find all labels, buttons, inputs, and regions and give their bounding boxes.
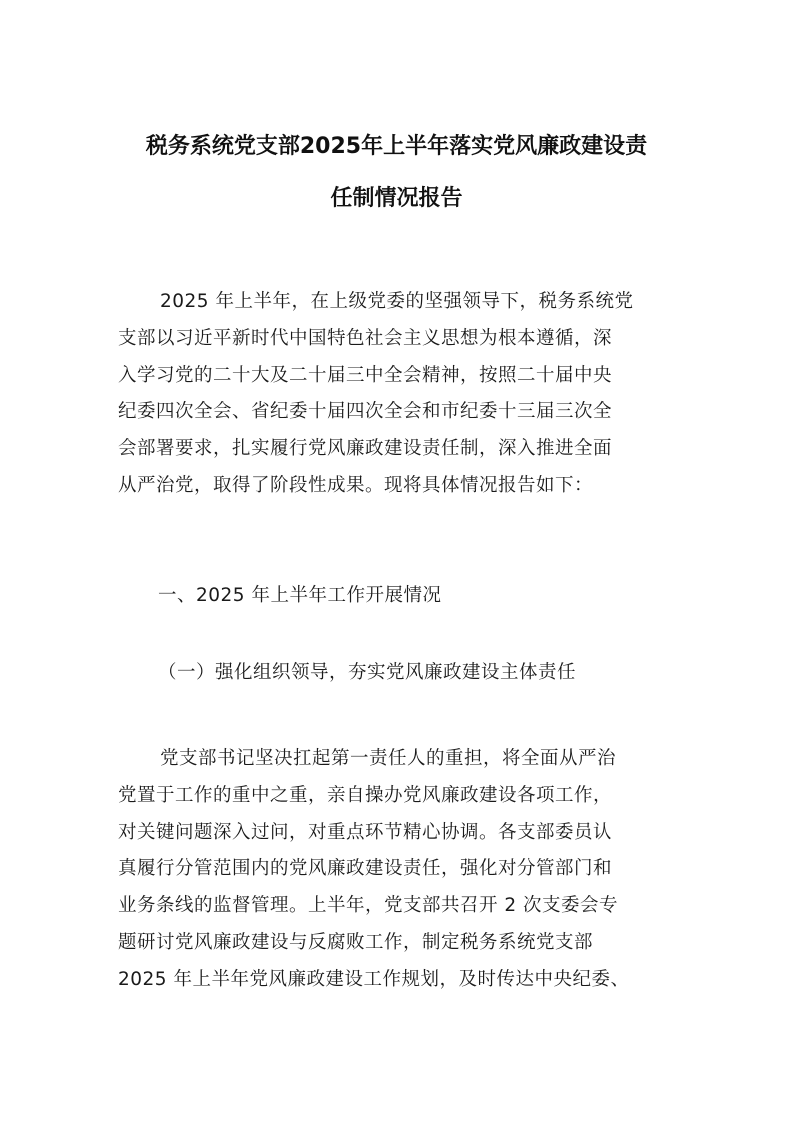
intro-paragraph	[118, 284, 678, 505]
section-line: 题研讨党风廉政建设与反腐败工作，制定税务系统党支部	[118, 931, 594, 953]
intro-line: 纪委四次全会、省纪委十届四次全会和市纪委十三届三次全	[118, 401, 613, 423]
section-paragraph	[118, 741, 678, 999]
subsection-heading: （一）强化组织领导，夯实党风廉政建设主体责任	[158, 662, 577, 683]
document-title-line-1: 税务系统党支部2025年上半年落实党风廉政建设责	[145, 134, 648, 159]
document-title-line-2: 任制情况报告	[330, 186, 463, 211]
section-line: 对关键问题深入过问，对重点环节精心协调。各支部委员认	[118, 821, 613, 843]
intro-line: 支部以习近平新时代中国特色社会主义思想为根本遵循，深	[118, 327, 613, 349]
section-line: 2025 年上半年党风廉政建设工作规划，及时传达中央纪委、	[118, 968, 630, 990]
intro-line: 从严治党，取得了阶段性成果。现将具体情况报告如下：	[118, 474, 594, 496]
intro-line: 2025 年上半年，在上级党委的坚强领导下，税务系统党	[160, 291, 634, 312]
section-line: 业务条线的监督管理。上半年，党支部共召开 2 次支委会专	[118, 895, 619, 917]
section-line: 真履行分管范围内的党风廉政建设责任，强化对分管部门和	[118, 858, 613, 880]
section-line: 党置于工作的重中之重，亲自操办党风廉政建设各项工作，	[118, 784, 613, 806]
intro-line: 会部署要求，扎实履行党风廉政建设责任制，深入推进全面	[118, 438, 613, 460]
section-heading: 一、2025 年上半年工作开展情况	[158, 585, 442, 606]
section-line: 党支部书记坚决扛起第一责任人的重担，将全面从严治	[160, 748, 617, 769]
intro-line: 入学习党的二十大及二十届三中全会精神，按照二十届中央	[118, 364, 613, 386]
